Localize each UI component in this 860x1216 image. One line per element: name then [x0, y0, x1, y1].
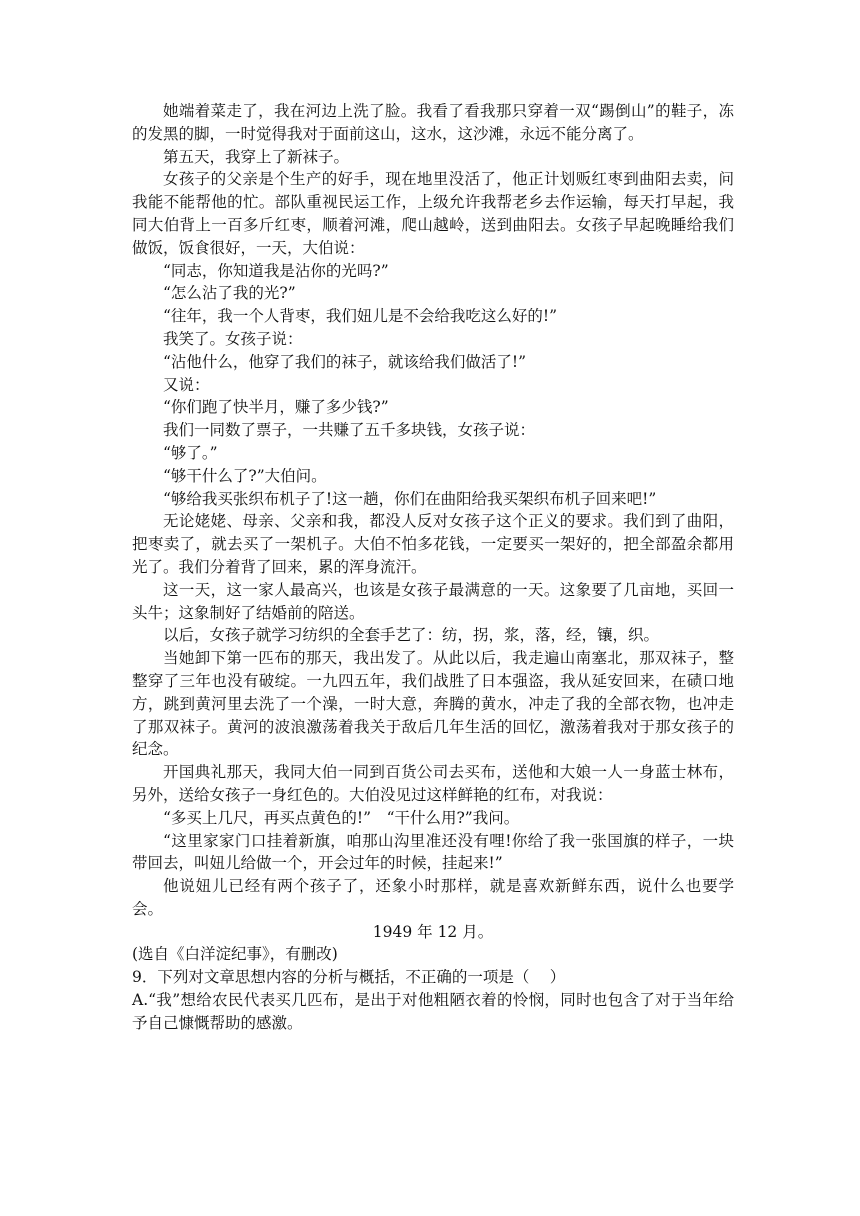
option-a: A.“我”想给农民代表买几匹布，是出于对他粗陋衣着的怜悯，同时也包含了对于当年给予自己慷慨帮助的感激。 — [132, 991, 734, 1032]
dialogue-line: “你们跑了快半月，赚了多少钱?” — [163, 398, 389, 417]
paragraph: 这一天，这一家人最高兴，也该是女孩子最满意的一天。这象要了几亩地，买回一头牛；这象制好了结婚前的陪送。 — [132, 580, 734, 622]
paragraph: 他说妞儿已经有两个孩子了，还象小时那样，就是喜欢新鲜东西，说什么也要学会。 — [132, 877, 734, 918]
source-note: (选自《白洋淀纪事》，有删改) — [132, 945, 338, 964]
paragraph: 我笑了。女孩子说： — [163, 329, 303, 348]
dialogue-line: “够给我买张织布机子了!这一趟，你们在曲阳给我买架织布机子回来吧!” — [163, 489, 657, 508]
paragraph: 我们一同数了票子，一共赚了五千多块钱，女孩子说： — [163, 421, 536, 440]
dialogue-line: “多买上几尺，再买点黄色的!” “干什么用?”我问。 — [163, 808, 520, 827]
paragraph: 女孩子的父亲是个生产的好手，现在地里没活了，他正计划贩红枣到曲阳去卖，问我能不能帮他的忙。部队重视民运工作，上级允许我帮老乡去作运输，每天打早起，我同大伯背上一百多斤红枣，顺着河滩，爬山越岭，送到曲阳去。女孩子早起晚睡给我们做饭，饭食很好，一天，大伯说： — [132, 170, 734, 257]
paragraph: 开国典礼那天，我同大伯一同到百货公司去买布，送他和大娘一人一身蓝士林布，另外，送给女孩子一身红色的。大伯没见过这样鲜艳的红布，对我说： — [132, 763, 734, 804]
document-page — [132, 100, 734, 1035]
question-stem: 9．下列对文章思想内容的分析与概括，不正确的一项是（ ） — [132, 968, 566, 987]
paragraph: 以后，女孩子就学习纺织的全套手艺了：纺，拐，浆，落，经，镶，织。 — [163, 626, 660, 645]
dialogue-line: “沾他什么，他穿了我们的袜子，就该给我们做活了!” — [163, 352, 527, 371]
dialogue-line: “怎么沾了我的光?” — [163, 284, 296, 303]
dialogue-line: “这里家家门口挂着新旗，咱那山沟里准还没有哩!你给了我一张国旗的样子，一块带回去，叫妞儿给做一个，开会过年的时候，挂起来!” — [132, 831, 734, 873]
paragraph: 又说： — [163, 375, 210, 394]
paragraph: 第五天，我穿上了新袜子。 — [163, 147, 350, 166]
dialogue-line: “够了。” — [163, 443, 218, 462]
dialogue-line: “够干什么了?”大伯问。 — [163, 466, 327, 485]
date-line: 1949 年 12 月。 — [372, 922, 494, 941]
paragraph: 她端着菜走了，我在河边上洗了脸。我看了看我那只穿着一双“踢倒山”的鞋子，冻的发黑的脚，一时觉得我对于面前这山，这水，这沙滩，永远不能分离了。 — [132, 102, 734, 143]
paragraph: 当她卸下第一匹布的那天，我出发了。从此以后，我走遍山南塞北，那双袜子，整整穿了三年也没有破绽。一九四五年，我们战胜了日本强盗，我从延安回来，在碛口地方，跳到黄河里去洗了一个澡，一时大意，奔腾的黄水，冲走了我的全部衣物，也冲走了那双袜子。黄河的波浪激荡着我关于敌后几年生活的回忆，激荡着我对于那女孩子的纪念。 — [132, 649, 734, 759]
dialogue-line: “往年，我一个人背枣，我们妞儿是不会给我吃这么好的!” — [163, 307, 558, 326]
paragraph: 无论姥姥、母亲、父亲和我，都没人反对女孩子这个正义的要求。我们到了曲阳，把枣卖了，就去买了一架机子。大伯不怕多花钱，一定要买一架好的，把全部盈余都用光了。我们分着背了回来，累的浑身流汗。 — [132, 512, 734, 576]
dialogue-line: “同志，你知道我是沾你的光吗?” — [163, 261, 389, 280]
